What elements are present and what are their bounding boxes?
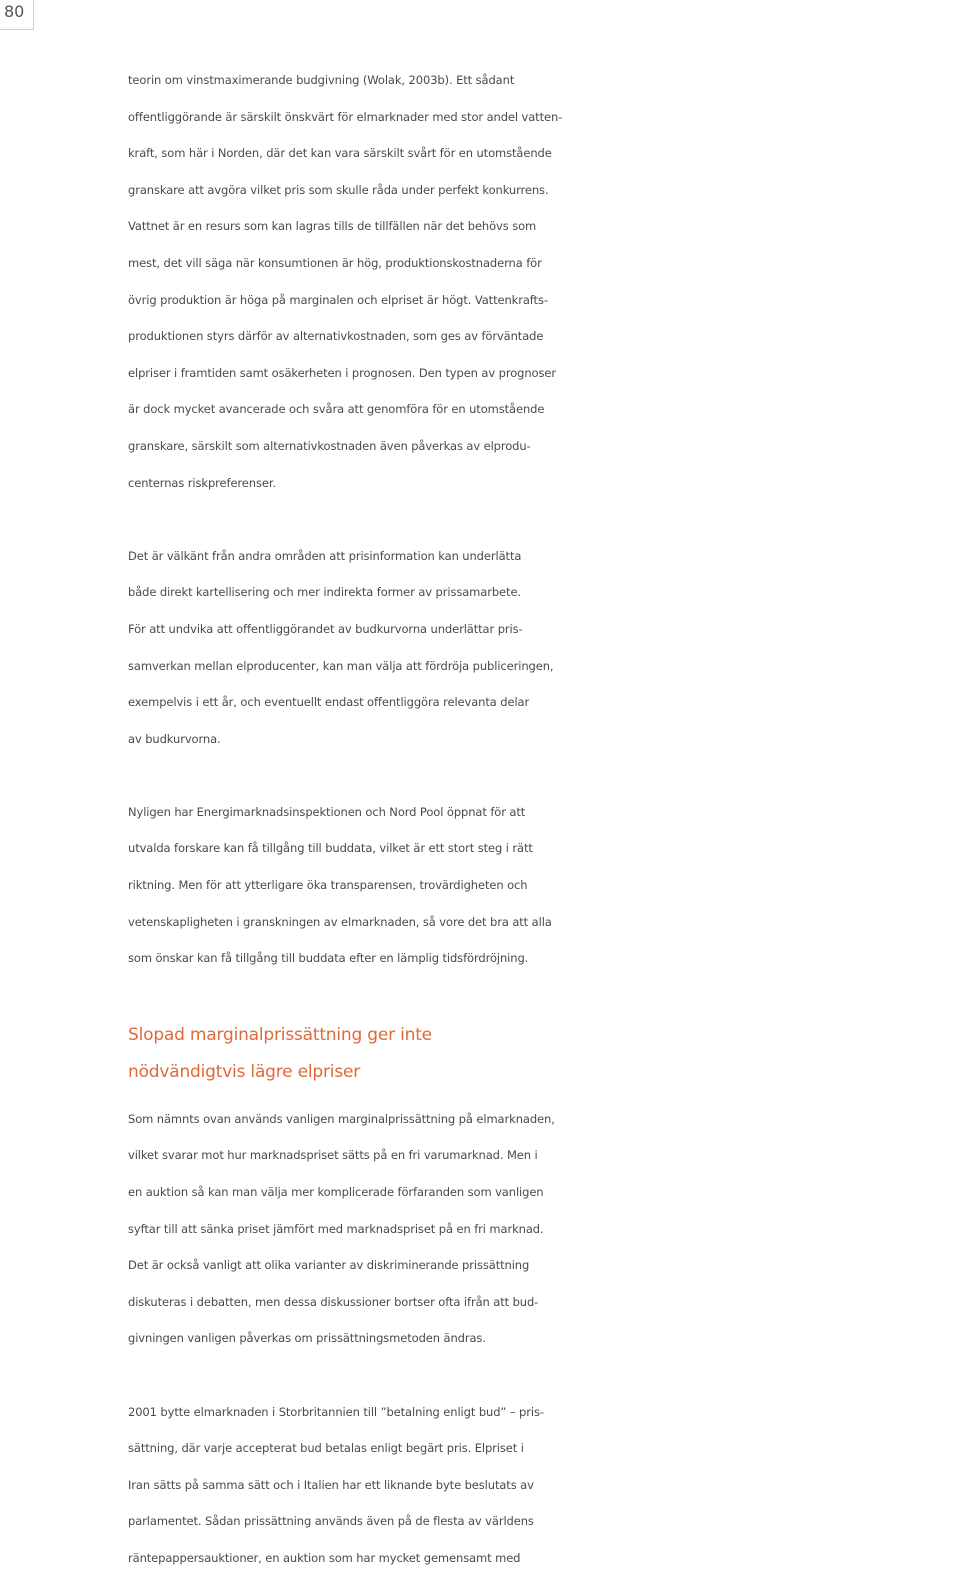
text-line: övrig produktion är höga på marginalen och elpriset är högt. Vattenkrafts- (128, 292, 548, 307)
text-line: exempelvis i ett år, och eventuellt endast offentliggöra relevanta delar (128, 695, 530, 710)
text-line: Det är välkänt från andra områden att prisinformation kan underlätta (128, 548, 522, 563)
text-line: granskare att avgöra vilket pris som skulle råda under perfekt konkurrens. (128, 182, 549, 197)
text-line: 2001 bytte elmarknaden i Storbritannien till ”betalning enligt bud” – pris- (128, 1404, 544, 1419)
text-line: produktionen styrs därför av alternativkostnaden, som ges av förväntade (128, 329, 544, 344)
text-line: offentliggörande är särskilt önskvärt för elmarknader med stor andel vatten- (128, 109, 563, 124)
text-line: som önskar kan få tillgång till buddata efter en lämplig tidsfördröjning. (128, 951, 529, 966)
text-line: vetenskapligheten i granskningen av elmarknaden, så vore det bra att alla (128, 914, 552, 929)
heading-line: Slopad marginalprissättning ger inte (128, 1024, 432, 1045)
paragraph-1 (128, 62, 960, 501)
text-line: räntepappersauktioner, en auktion som har mycket gemensamt med (128, 1550, 521, 1565)
text-line: en auktion så kan man välja mer komplicerade förfaranden som vanligen (128, 1185, 544, 1200)
text-line: granskare, särskilt som alternativkostnaden även påverkas av elprodu- (128, 438, 531, 453)
heading-line: nödvändigtvis lägre elpriser (128, 1061, 361, 1082)
text-line: av budkurvorna. (128, 731, 221, 746)
text-line: Det är också vanligt att olika varianter av diskriminerande prissättning (128, 1258, 530, 1273)
text-line: vilket svarar mot hur marknadspriset sätts på en fri varumarknad. Men i (128, 1148, 538, 1163)
text-line: centernas riskpreferenser. (128, 475, 276, 490)
page-number: 80 (0, 0, 34, 30)
text-line: Iran sätts på samma sätt och i Italien har ett liknande byte beslutats av (128, 1477, 534, 1492)
text-line: Vattnet är en resurs som kan lagras tills de tillfällen när det behövs som (128, 219, 537, 234)
text-line: parlamentet. Sådan prissättning används även på de flesta av världens (128, 1514, 534, 1529)
text-line: kraft, som här i Norden, där det kan vara särskilt svårt för en utomstående (128, 146, 552, 161)
paragraph-2 (128, 538, 960, 758)
text-line: elpriser i framtiden samt osäkerheten i prognosen. Den typen av prognoser (128, 365, 556, 380)
text-line: diskuteras i debatten, men dessa diskussioner bortser ofta ifrån att bud- (128, 1294, 539, 1309)
text-line: sättning, där varje accepterat bud betalas enligt begärt pris. Elpriset i (128, 1441, 524, 1456)
section-heading (128, 1017, 960, 1091)
text-line: För att undvika att offentliggörandet av budkurvorna underlättar pris- (128, 621, 523, 636)
document-body (128, 62, 960, 1577)
text-line: syftar till att sänka priset jämfört med marknadspriset på en fri marknad. (128, 1221, 544, 1236)
paragraph-4 (128, 1101, 960, 1357)
text-line: teorin om vinstmaximerande budgivning (Wolak, 2003b). Ett sådant (128, 73, 515, 87)
text-line: givningen vanligen påverkas om prissättningsmetoden ändras. (128, 1331, 486, 1346)
text-line: Som nämnts ovan används vanligen marginalprissättning på elmarknaden, (128, 1111, 555, 1126)
text-line: mest, det vill säga när konsumtionen är hög, produktionskostnaderna för (128, 255, 542, 270)
paragraph-3 (128, 794, 960, 977)
text-line: utvalda forskare kan få tillgång till buddata, vilket är ett stort steg i rätt (128, 841, 533, 856)
text-line: samverkan mellan elproducenter, kan man välja att fördröja publiceringen, (128, 658, 554, 673)
text-line: riktning. Men för att ytterligare öka transparensen, trovärdigheten och (128, 878, 528, 893)
text-line: är dock mycket avancerade och svåra att genomföra för en utomstående (128, 402, 545, 417)
text-line: både direkt kartellisering och mer indirekta former av prissamarbete. (128, 585, 521, 600)
paragraph-5 (128, 1394, 960, 1577)
text-line: Nyligen har Energimarknadsinspektionen och Nord Pool öppnat för att (128, 804, 526, 819)
